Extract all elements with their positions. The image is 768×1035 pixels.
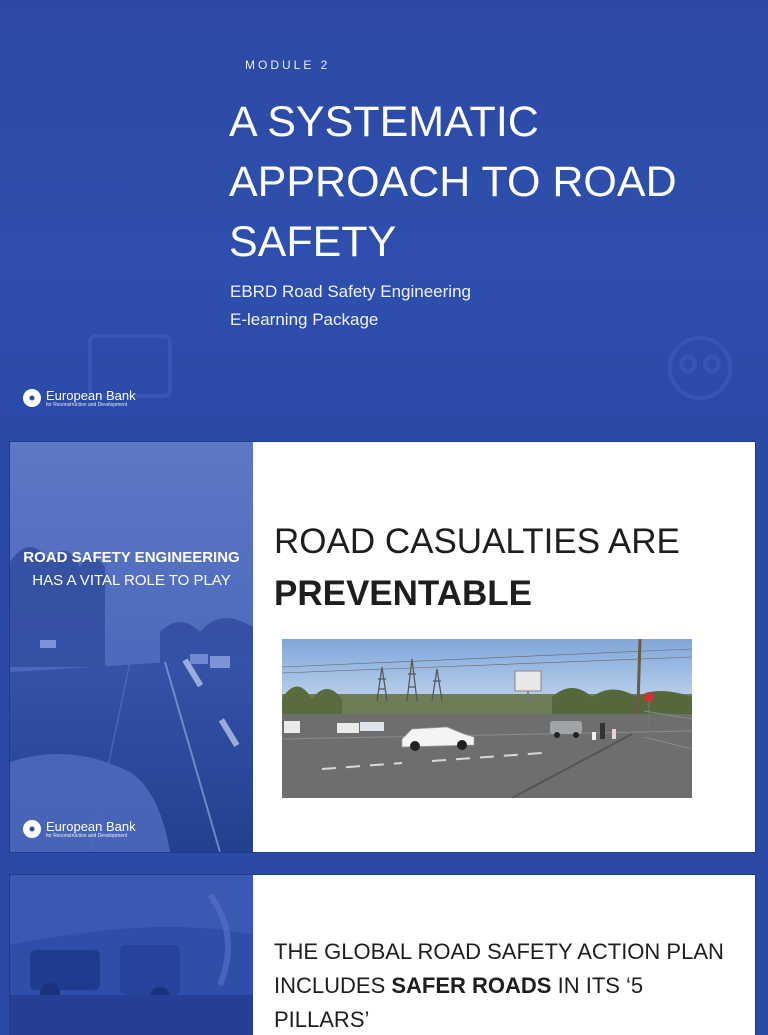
slide2-title-part-2: IN ITS ‘5 PILLARS’ <box>274 973 644 1032</box>
ebrd-logo <box>22 388 136 408</box>
logo-name: European Bank <box>46 818 136 834</box>
ebrd-logo-icon <box>22 388 42 408</box>
subtitle-line-2: E-learning Package <box>230 310 379 329</box>
logo-tagline: for Reconstruction and Development <box>46 401 128 408</box>
panel-text-bold: ROAD SAFETY ENGINEERING <box>23 549 240 566</box>
traffic-photo-panel <box>10 875 253 1035</box>
traffic-photo <box>10 875 253 1035</box>
highway-photo-panel <box>10 442 253 852</box>
panel-text-rest: HAS A VITAL ROLE TO PLAY <box>32 572 231 589</box>
document-icon <box>90 336 170 396</box>
module-label: MODULE 2 <box>245 58 331 72</box>
slide-road-casualties <box>10 442 755 852</box>
slide-title <box>274 516 744 620</box>
slide-title-line-2: PREVENTABLE <box>274 574 532 613</box>
highway-photo <box>10 442 253 852</box>
slide2-title <box>274 935 724 1035</box>
owl-icon <box>670 338 730 398</box>
logo-tagline: for Reconstruction and Development <box>46 832 128 839</box>
intersection-photo <box>282 639 692 798</box>
subtitle-line-1: EBRD Road Safety Engineering <box>230 282 471 301</box>
subtitle <box>230 278 471 334</box>
logo-name: European Bank <box>46 387 136 403</box>
cover-section <box>0 0 768 432</box>
ebrd-logo-icon <box>22 819 42 839</box>
slide-global-action-plan <box>10 875 755 1035</box>
slide2-title-bold: SAFER ROADS <box>391 973 552 998</box>
ebrd-logo-small <box>22 819 136 839</box>
page-title: A SYSTEMATIC APPROACH TO ROAD SAFETY <box>229 98 677 266</box>
slide2-title-part-1: THE GLOBAL ROAD SAFETY ACTION PLAN INCLUDES <box>274 939 724 998</box>
panel-text <box>10 546 253 592</box>
slide-title-line-1: ROAD CASUALTIES ARE <box>274 522 680 561</box>
